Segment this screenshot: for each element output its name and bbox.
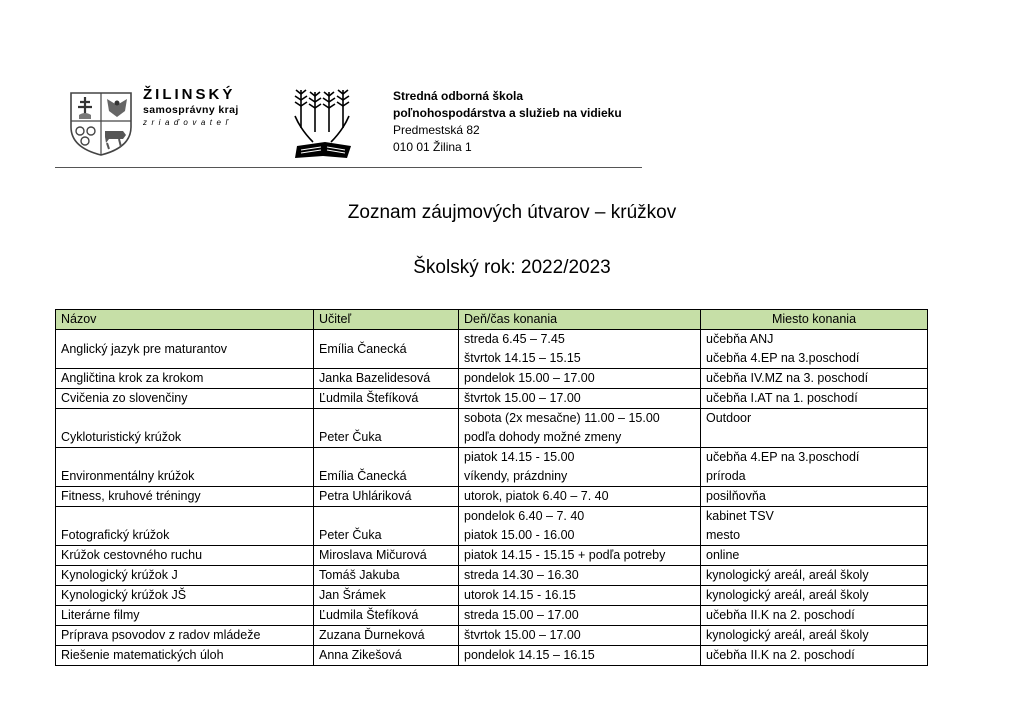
cas-line: štvrtok 14.15 – 15.15 (464, 351, 581, 365)
cas-line: utorok, piatok 6.40 – 7. 40 (464, 489, 609, 503)
cell-miesto (701, 507, 928, 546)
table-row (56, 626, 928, 646)
cell-nazov: Cvičenia zo slovenčiny (56, 389, 314, 409)
header-divider (55, 167, 642, 168)
miesto-line: učebňa IV.MZ na 3. poschodí (706, 371, 869, 385)
cell-nazov: Kynologický krúžok J (56, 566, 314, 586)
table-row (56, 330, 928, 369)
document-header (0, 0, 1024, 170)
region-subtitle: samosprávny kraj (143, 104, 239, 116)
table-row (56, 546, 928, 566)
cell-miesto (701, 330, 928, 369)
cell-ucitel: Peter Čuka (314, 507, 459, 546)
cell-miesto (701, 626, 928, 646)
miesto-line: učebňa ANJ (706, 332, 774, 346)
cell-cas (459, 546, 701, 566)
column-header-nazov: Názov (56, 310, 314, 330)
table-row (56, 389, 928, 409)
cell-miesto (701, 586, 928, 606)
column-header-ucitel: Učiteľ (314, 310, 459, 330)
school-street: Predmestská 82 (393, 123, 480, 137)
cell-ucitel: Emília Čanecká (314, 330, 459, 369)
miesto-line: kynologický areál, areál školy (706, 628, 869, 642)
cell-nazov: Cykloturistický krúžok (56, 409, 314, 448)
wheat-book-school-logo-icon (291, 86, 357, 162)
cell-miesto (701, 448, 928, 487)
cell-ucitel: Jan Šrámek (314, 586, 459, 606)
table-row (56, 646, 928, 666)
miesto-line: kynologický areál, areál školy (706, 568, 869, 582)
table-row (56, 409, 928, 448)
cell-cas (459, 409, 701, 448)
cell-cas (459, 507, 701, 546)
cell-ucitel: Petra Uhláriková (314, 487, 459, 507)
cell-cas (459, 646, 701, 666)
table-row (56, 507, 928, 546)
miesto-line: učebňa I.AT na 1. poschodí (706, 391, 858, 405)
school-year: Školský rok: 2022/2023 (413, 257, 611, 278)
cell-cas (459, 369, 701, 389)
cell-nazov: Literárne filmy (56, 606, 314, 626)
column-header-miesto: Miesto konania (701, 310, 928, 330)
cell-ucitel: Tomáš Jakuba (314, 566, 459, 586)
zilina-region-crest-icon (69, 91, 133, 157)
document-title: Zoznam záujmových útvarov – krúžkov (347, 202, 677, 223)
table-row (56, 369, 928, 389)
cell-cas (459, 487, 701, 507)
cell-nazov: Fitness, kruhové tréningy (56, 487, 314, 507)
cell-ucitel: Miroslava Mičurová (314, 546, 459, 566)
cas-line: piatok 15.00 - 16.00 (464, 528, 575, 542)
cell-miesto (701, 389, 928, 409)
table-row (56, 606, 928, 626)
cell-miesto (701, 566, 928, 586)
cell-miesto (701, 546, 928, 566)
miesto-line: kabinet TSV (706, 509, 774, 523)
cell-ucitel: Peter Čuka (314, 409, 459, 448)
cell-nazov: Fotografický krúžok (56, 507, 314, 546)
cas-line: streda 14.30 – 16.30 (464, 568, 579, 582)
cas-line: štvrtok 15.00 – 17.00 (464, 391, 581, 405)
miesto-line: učebňa II.K na 2. poschodí (706, 648, 855, 662)
region-label (143, 86, 239, 129)
cell-cas (459, 448, 701, 487)
table-row (56, 448, 928, 487)
cas-line: streda 15.00 – 17.00 (464, 608, 579, 622)
cell-miesto (701, 409, 928, 448)
cell-cas (459, 330, 701, 369)
table-row (56, 586, 928, 606)
table-row (56, 566, 928, 586)
cas-line: pondelok 14.15 – 16.15 (464, 648, 595, 662)
school-name-line1: Stredná odborná škola (393, 89, 524, 103)
miesto-line: online (706, 548, 740, 562)
column-header-cas: Deň/čas konania (459, 310, 701, 330)
cell-nazov: Anglický jazyk pre maturantov (56, 330, 314, 369)
cas-line: pondelok 6.40 – 7. 40 (464, 509, 585, 523)
cell-cas (459, 626, 701, 646)
miesto-line: učebňa 4.EP na 3.poschodí (706, 450, 860, 464)
cell-cas (459, 586, 701, 606)
cas-line: podľa dohody možné zmeny (464, 430, 622, 444)
school-address (393, 88, 622, 156)
region-role: zriaďovateľ (143, 118, 233, 127)
cell-ucitel: Anna Zikešová (314, 646, 459, 666)
cell-nazov: Riešenie matematických úloh (56, 646, 314, 666)
cas-line: piatok 14.15 - 15.00 (464, 450, 575, 464)
cas-line: víkendy, prázdniny (464, 469, 568, 483)
cell-nazov: Príprava psovodov z radov mládeže (56, 626, 314, 646)
cell-cas (459, 566, 701, 586)
miesto-line: Outdoor (706, 411, 752, 425)
cell-ucitel: Ľudmila Štefíková (314, 606, 459, 626)
cell-nazov: Krúžok cestovného ruchu (56, 546, 314, 566)
cell-nazov: Environmentálny krúžok (56, 448, 314, 487)
table-header-row (56, 310, 928, 330)
cas-line: štvrtok 15.00 – 17.00 (464, 628, 581, 642)
cell-miesto (701, 606, 928, 626)
cell-nazov: Kynologický krúžok JŠ (56, 586, 314, 606)
cell-cas (459, 606, 701, 626)
cell-ucitel: Janka Bazelidesová (314, 369, 459, 389)
miesto-line: príroda (706, 469, 746, 483)
miesto-line: učebňa II.K na 2. poschodí (706, 608, 855, 622)
miesto-line: kynologický areál, areál školy (706, 588, 869, 602)
clubs-table (55, 309, 928, 666)
region-name: ŽILINSKÝ (143, 86, 236, 103)
school-city: 010 01 Žilina 1 (393, 140, 472, 154)
cell-cas (459, 389, 701, 409)
miesto-line: posilňovňa (706, 489, 766, 503)
cell-nazov: Angličtina krok za krokom (56, 369, 314, 389)
miesto-line: učebňa 4.EP na 3.poschodí (706, 351, 860, 365)
school-name-line2: poľnohospodárstva a služieb na vidieku (393, 106, 622, 120)
cas-line: streda 6.45 – 7.45 (464, 332, 565, 346)
miesto-line: mesto (706, 528, 741, 542)
cell-ucitel: Emília Čanecká (314, 448, 459, 487)
cell-miesto (701, 646, 928, 666)
cas-line: utorok 14.15 - 16.15 (464, 588, 576, 602)
cell-miesto (701, 487, 928, 507)
table-row (56, 487, 928, 507)
cell-miesto (701, 369, 928, 389)
cell-ucitel: Ľudmila Štefíková (314, 389, 459, 409)
cas-line: piatok 14.15 - 15.15 + podľa potreby (464, 548, 666, 562)
cas-line: pondelok 15.00 – 17.00 (464, 371, 595, 385)
cell-ucitel: Zuzana Ďurneková (314, 626, 459, 646)
cas-line: sobota (2x mesačne) 11.00 – 15.00 (464, 411, 660, 425)
